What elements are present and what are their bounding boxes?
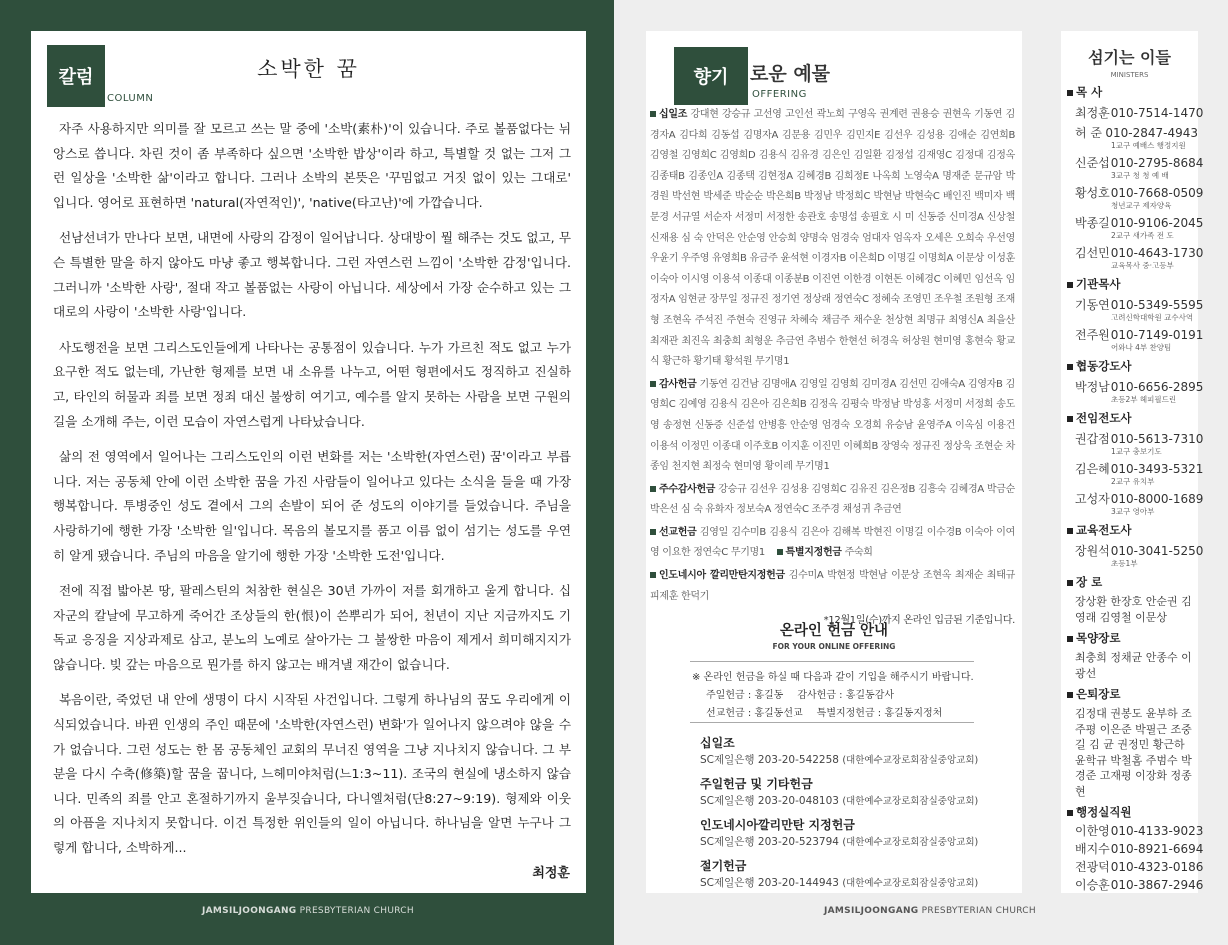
column-author: 최정훈 bbox=[532, 866, 570, 881]
column-page bbox=[31, 31, 586, 893]
offering-label: 주수감사헌금 bbox=[659, 483, 716, 495]
column-badge: 칼럼 bbox=[47, 45, 105, 107]
minister-note: 초등1부 bbox=[1111, 559, 1138, 568]
bullet-square-icon bbox=[1067, 364, 1073, 370]
minister-phone: 010-4643-1730 bbox=[1110, 246, 1204, 260]
minister-name: 전주원 bbox=[1075, 328, 1110, 342]
online-intro bbox=[692, 669, 1012, 723]
account-bank: SC제일은행 203-20-523794 bbox=[700, 836, 839, 848]
ministers-title: 섬기는 이들 bbox=[1088, 48, 1171, 67]
offering-names: 주숙희 bbox=[844, 547, 873, 559]
offering-label: 특별지정헌금 bbox=[785, 547, 842, 559]
account-name: 인도네시아깔리만탄 지정헌금 bbox=[700, 818, 855, 832]
account-item bbox=[700, 776, 1010, 810]
minister-note: 2교구 유치부 bbox=[1111, 477, 1155, 486]
minister-group-label: 목 사 bbox=[1076, 85, 1103, 99]
bullet-square-icon bbox=[1067, 692, 1073, 698]
divider bbox=[690, 661, 974, 662]
minister-group-label: 교육전도사 bbox=[1076, 523, 1132, 537]
minister-name: 기동연 bbox=[1075, 298, 1110, 312]
minister-row bbox=[1075, 379, 1204, 395]
minister-group-title bbox=[1067, 358, 1198, 375]
account-number bbox=[700, 834, 1010, 851]
footer-church-rest: PRESBYTERIAN CHURCH bbox=[918, 906, 1036, 916]
offering-list bbox=[646, 105, 1022, 632]
account-number bbox=[700, 875, 1010, 892]
staff-row bbox=[1075, 841, 1204, 857]
staff-name: 배지수 bbox=[1075, 842, 1110, 856]
minister-group-title bbox=[1067, 276, 1198, 293]
elder-group-title bbox=[1067, 574, 1198, 591]
offering-title: 로운 예물 bbox=[750, 63, 831, 85]
footer-church-rest: PRESBYTERIAN CHURCH bbox=[296, 906, 414, 916]
online-example: 주일헌금 : 홍길동 bbox=[706, 690, 784, 701]
minister-name: 권갑점 bbox=[1075, 432, 1110, 446]
column-paragraph: 사도행전을 보면 그리스도인들에게 나타나는 공통점이 있습니다. 누가 가르친 적도 없고 누가 요구한 적도 없는데, 가난한 형제를 보면 내 소유를 나누고, 어떤 형편에서도 정직하고 진실하고, 타인의 허물과 죄를 보면 정죄 대신 불쌍히 여기고, 예수를 알지 못하는 사람을 보면 구원의 길을 소개해 주는, 이런 모습이 자연스럽게 나타났습니다. bbox=[53, 339, 571, 429]
elder-names: 최충희 정채균 안종수 이광선 bbox=[1075, 651, 1192, 680]
minister-name: 고성자 bbox=[1075, 492, 1110, 506]
account-holder: (대한예수교장로회잠실중앙교회) bbox=[842, 878, 979, 889]
elder-names: 장상환 한장호 안순권 김영래 김영철 이문상 bbox=[1075, 595, 1192, 624]
minister-phone: 010-2795-8684 bbox=[1110, 156, 1204, 170]
ministers-page bbox=[1061, 31, 1204, 893]
minister-name: 최정훈 bbox=[1075, 106, 1110, 120]
minister-group-title bbox=[1067, 410, 1198, 427]
column-paragraph: 전에 직접 밟아본 땅, 팔레스틴의 처참한 현실은 30년 가까이 저를 회개하고 울게 합니다. 십자군의 칼날에 무고하게 죽어간 조상들의 한(恨)이 쓴뿌리가 되어, 천년이 지난 지금까지도 기독교 응징을 지상과제로 삼고, 분노의 노예로 살아가는 그 불쌍한 마음이 제게서 희미해지지가 않습니다. 빚 갚는 마음으로 뭔가를 하지 않고는 배겨낼 재간이 없습니다. bbox=[53, 583, 571, 672]
minister-name: 장원석 bbox=[1075, 544, 1110, 558]
bullet-square-icon bbox=[1067, 810, 1073, 816]
elder-group-title bbox=[1067, 630, 1198, 647]
staff-row bbox=[1075, 823, 1204, 839]
minister-note: 1교구 예배스 행정지원 bbox=[1111, 141, 1186, 150]
offering-section bbox=[650, 375, 1015, 478]
bullet-square-icon bbox=[650, 529, 656, 535]
offering-section bbox=[650, 566, 1015, 607]
column-title: 소박한 꿈 bbox=[257, 57, 360, 81]
minister-note: 2교구 새가족 전 도 bbox=[1111, 231, 1174, 240]
minister-row bbox=[1075, 215, 1204, 231]
minister-phone: 010-5613-7310 bbox=[1110, 432, 1204, 446]
minister-phone: 010-5349-5595 bbox=[1110, 298, 1204, 312]
offering-label: 십일조 bbox=[659, 109, 688, 120]
minister-group-label: 기관목사 bbox=[1076, 277, 1121, 291]
staff-row bbox=[1075, 859, 1204, 875]
minister-phone: 010-7668-0509 bbox=[1110, 186, 1204, 200]
ministers-list bbox=[1061, 79, 1204, 893]
offering-names: 강대현 강승규 고선영 고인선 곽노희 구영옥 권계련 권용승 권현옥 기동연 김경자A 김다희 김동섭 김명자A 김문용 김민우 김민지E 김선우 김성용 김애순 김연희B 김영철 김영희C 김영희D 김용식 김유경 김은인 김일환 김정섭 김재영C 김정대 김정옥 김종태B 김종인A 김종택 김현정A 김혜경B 김희정E 나옥희 노영숙A 명재준 문규암 박경원 박선현 박세준 박순순 박은희B 박정남 박정희C 박현남 박현숙C 배인진 백미자 백문경 서규열 서순자 서정미 서정한 송관호 송명섭 송필호 시 미 신동증 신미경A 신상철 신재용 심 숙 안덕은 안순영 안승희 양명숙 엄경숙 엄대자 엄옥자 오세은 오희숙 우선영 우윤기 우주영 유영희B 유금주 윤석현 이경자B 이은희D 이명길 이명희A 이문상 이성훈 이숙아 이시영 이용석 이종대 이종분B 이진연 이한경 이현돈 이혜경C 이혜민 임선옥 임정자A 임현균 장무일 정규진 정기연 정상래 정연숙C 정혜숙 조영민 조우철 조원형 조재형 조현옥 주석진 주현숙 진영규 차혜숙 채금주 채수운 천상현 최명규 최영신A 최을산 최재관 최진옥 최충희 최형운 추금연 추범수 한현선 허경옥 허상원 현미영 홍현숙 황교식 황근하 황기태 황석원 무기명1 bbox=[650, 109, 1015, 368]
account-list bbox=[700, 735, 1010, 899]
minister-group-label: 협동강도사 bbox=[1076, 359, 1132, 373]
staff-phone: 010-4133-9023 bbox=[1110, 824, 1204, 838]
offering-names: 김수미A 박현정 박현남 이문상 조현옥 최재순 최태규 피제훈 한덕기 bbox=[650, 570, 1016, 602]
minister-row bbox=[1075, 543, 1204, 559]
minister-phone: 010-3493-5321 bbox=[1110, 462, 1204, 476]
footer-church-name bbox=[202, 906, 414, 916]
elder-names: 김정대 권봉도 윤부하 조주평 이은준 박필근 조중길 김 균 권정민 황근하 윤학규 박철홈 주범수 박경준 고재평 이장화 정종현 bbox=[1075, 707, 1192, 798]
account-item bbox=[700, 735, 1010, 769]
minister-phone: 010-8000-1689 bbox=[1110, 492, 1204, 506]
offering-label: 선교헌금 bbox=[659, 526, 697, 538]
bullet-square-icon bbox=[650, 111, 656, 117]
ministers-sub: MINISTERS bbox=[1110, 71, 1149, 79]
footer-church-bold: JAMSILJOONGANG bbox=[824, 906, 919, 916]
minister-note: 청년교구 제자양육 bbox=[1111, 201, 1172, 210]
staff-phone: 010-3867-2946 bbox=[1110, 878, 1204, 892]
minister-name: 박정남 bbox=[1075, 380, 1110, 394]
elder-group-label: 목양장로 bbox=[1076, 631, 1121, 645]
online-example-row bbox=[692, 687, 1012, 705]
account-holder: (대한예수교장로회잠실중앙교회) bbox=[842, 755, 979, 766]
minister-name: 김은혜 bbox=[1075, 462, 1110, 476]
account-bank: SC제일은행 203-20-048103 bbox=[700, 795, 839, 807]
minister-note: 3교구 영아부 bbox=[1111, 507, 1155, 516]
online-example: 선교헌금 : 홍길동선교 bbox=[706, 708, 803, 719]
account-name: 십일조 bbox=[700, 736, 735, 750]
column-body bbox=[53, 117, 571, 861]
column-badge-sub: COLUMN bbox=[107, 93, 154, 104]
bullet-square-icon bbox=[650, 381, 656, 387]
bullet-square-icon bbox=[650, 486, 656, 492]
minister-row bbox=[1075, 491, 1204, 507]
minister-row bbox=[1075, 297, 1204, 313]
minister-name: 신준섭 bbox=[1075, 156, 1110, 170]
right-panel bbox=[614, 0, 1228, 945]
staff-row bbox=[1075, 877, 1204, 893]
offering-label: 인도네시아 깔리만탄지정헌금 bbox=[659, 570, 785, 582]
minister-group-label: 전임전도사 bbox=[1076, 411, 1132, 425]
offering-names: 김영일 김수미B 김용식 김은아 김해복 박현진 이명길 이수경B 이숙아 이여영 이요한 정연숙C 무기명1 bbox=[650, 526, 1015, 559]
minister-note: 어와나 4부 찬양팀 bbox=[1111, 343, 1172, 352]
column-paragraph: 자주 사용하지만 의미를 잘 모르고 쓰는 말 중에 '소박(素朴)'이 있습니다. 주로 볼품없다는 뉘앙스로 씁니다. 차린 것이 좀 부족하다 싶으면 '소박한 밥상'이라 하고, 특별할 것 없는 그저 그런 일상을 '소박한 삶'이라고 합니다. 그러나 소박의 본뜻은 '꾸밈없고 거짓 없이 있는 그대로' 입니다. 영어로 표현하면 'natural(자연적인)', 'native(타고난)'에 가깝습니다. bbox=[53, 121, 571, 210]
offering-badge-sub: OFFERING bbox=[752, 89, 807, 100]
offering-label: 감사헌금 bbox=[659, 378, 697, 390]
footer-church-name bbox=[824, 906, 1036, 916]
offering-section bbox=[650, 105, 1015, 373]
minister-row bbox=[1075, 155, 1204, 171]
account-bank: SC제일은행 203-20-144943 bbox=[700, 877, 839, 889]
minister-row bbox=[1075, 461, 1204, 477]
account-number bbox=[700, 752, 1010, 769]
minister-name: 허 준 bbox=[1075, 126, 1102, 140]
staff-name: 이한영 bbox=[1075, 824, 1110, 838]
offering-badge: 향기 bbox=[674, 47, 748, 105]
account-holder: (대한예수교장로회잠실중앙교회) bbox=[842, 796, 979, 807]
bullet-square-icon bbox=[1067, 416, 1073, 422]
minister-row bbox=[1075, 125, 1198, 141]
elder-group-title bbox=[1067, 686, 1198, 703]
online-offering-sub: FOR YOUR ONLINE OFFERING bbox=[772, 642, 896, 651]
bullet-square-icon bbox=[777, 549, 783, 555]
minister-note: 고려신학대학원 교수사역 bbox=[1111, 313, 1194, 322]
minister-group-title bbox=[1067, 84, 1198, 101]
minister-note: 교육목사 중·고등부 bbox=[1111, 261, 1174, 270]
staff-group-title bbox=[1067, 804, 1198, 821]
offering-names: 강승규 김선우 김성용 김영희C 김유진 김은정B 김흥숙 김혜경A 박금순 박은선 심 숙 유화자 정보숙A 정연숙C 조주경 채성귀 추금연 bbox=[650, 483, 1015, 516]
minister-note: 3교구 청 청 예 배 bbox=[1111, 171, 1169, 180]
minister-phone: 010-6656-2895 bbox=[1110, 380, 1204, 394]
minister-phone: 010-9106-2045 bbox=[1110, 216, 1204, 230]
online-example: 특별지정헌금 : 홍길동지정처 bbox=[816, 708, 943, 719]
staff-phone: 010-8921-6694 bbox=[1110, 842, 1204, 856]
minister-name: 황성호 bbox=[1075, 186, 1110, 200]
staff-group-label: 행정실직원 bbox=[1076, 805, 1132, 819]
online-offering-title: 온라인 헌금 안내 bbox=[779, 623, 889, 639]
staff-phone: 010-4323-0186 bbox=[1110, 860, 1204, 874]
account-item bbox=[700, 817, 1010, 851]
minister-row bbox=[1075, 245, 1204, 261]
account-number bbox=[700, 793, 1010, 810]
minister-row bbox=[1075, 327, 1204, 343]
column-paragraph: 복음이란, 죽었던 내 안에 생명이 다시 시작된 사건입니다. 그렇게 하나님의 꿈도 우리에게 이식되었습니다. 바뀐 인생의 주인 때문에 '소박한(자연스런) 변화'가 일어나지 않으려야 않을 수가 없습니다. 그런 성도는 한 몸 공동체인 교회의 무너진 영역을 그냥 지나치지 않습니다. 그 부분을 다시 수축(修築)할 꿈을 꿉니다, 느헤미야처럼(느1:3~11). 조국의 현실에 냉소하지 않습니다. 민족의 죄를 안고 혼절하기까지 울부짖습니다, 다니엘처럼(단8:27~9:19). 형제와 이웃의 아픔을 지나치지 못합니다. 이건 특정한 위인들의 일이 아닙니다. 하나님을 알면 누구나 그렇게 합니다, 소박하게... bbox=[53, 692, 571, 856]
minister-name: 박종길 bbox=[1075, 216, 1110, 230]
offering-page bbox=[646, 31, 1022, 893]
minister-row bbox=[1075, 431, 1204, 447]
footer-church-bold: JAMSILJOONGANG bbox=[202, 906, 297, 916]
bullet-square-icon bbox=[1067, 90, 1073, 96]
account-holder: (대한예수교장로회잠실중앙교회) bbox=[842, 837, 979, 848]
column-paragraph: 삶의 전 영역에서 일어나는 그리스도인의 이런 변화를 저는 '소박한(자연스런) 꿈'이라고 부릅니다. 저는 공동체 안에 이런 소박한 꿈을 가진 사람들이 일어나고 있다는 소식을 들을 때 가장 행복합니다. 투병중인 성도 곁에서 그의 손발이 되어 준 성도의 이야기를 들었습니다. 주님을 사랑하기에 행한 가장 '소박한 일'입니다. 목음의 볼모지를 품고 이름 없이 섬기는 성도를 우연히 알게 됐습니다. 주님의 마음을 알기에 행한 가장 '소박한 도전'입니다. bbox=[53, 449, 571, 563]
online-example: 감사헌금 : 홍길동감사 bbox=[797, 690, 895, 701]
minister-name: 김선민 bbox=[1075, 246, 1110, 260]
account-name: 절기헌금 bbox=[700, 859, 747, 873]
minister-phone: 010-7514-1470 bbox=[1110, 106, 1204, 120]
staff-name: 이승훈 bbox=[1075, 878, 1110, 892]
column-paragraph: 선남선녀가 만나다 보면, 내면에 사랑의 감정이 일어납니다. 상대방이 뭘 해주는 것도 없고, 무슨 특별한 말을 하지 않아도 마냥 좋고 행복합니다. 그런 자연스런 느낌이 '소박한 감정'입니다. 그러니까 '소박한 사랑', 절대 작고 볼품없는 사랑이 아닙니다. 세상에서 가장 순수하고 있는 그대로의 사랑이 '소박한 사랑'입니다. bbox=[53, 230, 571, 320]
bullet-square-icon bbox=[1067, 528, 1073, 534]
offering-note: *12월1일(수)까지 온라인 입금된 기준입니다. bbox=[823, 615, 1015, 627]
bullet-square-icon bbox=[650, 572, 656, 578]
minister-phone: 010-3041-5250 bbox=[1110, 544, 1204, 558]
online-intro-text: ※ 온라인 헌금을 하실 때 다음과 같이 기입을 해주시기 바랍니다. bbox=[692, 672, 974, 683]
account-bank: SC제일은행 203-20-542258 bbox=[700, 754, 839, 766]
bullet-square-icon bbox=[1067, 636, 1073, 642]
bullet-square-icon bbox=[1067, 282, 1073, 288]
minister-note: 1교구 충보기도 bbox=[1111, 447, 1162, 456]
bullet-square-icon bbox=[1067, 580, 1073, 586]
divider bbox=[690, 722, 974, 723]
account-name: 주일헌금 및 기타헌금 bbox=[700, 777, 813, 791]
online-example-row bbox=[692, 705, 1012, 723]
account-item bbox=[700, 858, 1010, 892]
offering-section bbox=[650, 523, 1015, 564]
minister-note: 초등2부 헤피필드린 bbox=[1111, 395, 1177, 404]
minister-row bbox=[1075, 185, 1204, 201]
elder-group-label: 장 로 bbox=[1076, 575, 1103, 589]
elder-group-label: 은퇴장로 bbox=[1076, 687, 1121, 701]
minister-group-title bbox=[1067, 522, 1198, 539]
minister-row bbox=[1075, 105, 1204, 121]
offering-names: 기동연 김건남 김명애A 김영일 김영희 김미경A 김선민 김애숙A 김영자B 김영희C 김예영 김용식 김은아 김은희B 김정옥 김평숙 박정남 박성홍 서정미 서정희 송도영 송정현 신동증 신준섭 안병흥 안순영 엄경숙 오경희 유승남 윤영주A 이옥심 이용건 이용석 이정민 이종대 이주호B 이지훈 이진민 이혜희B 장영숙 정규진 정상욱 조현순 차종임 천지현 최정숙 현미영 황이레 무기명1 bbox=[650, 378, 1015, 473]
minister-phone: 010-2847-4943 bbox=[1105, 126, 1198, 140]
staff-name: 전광덕 bbox=[1075, 860, 1110, 874]
minister-phone: 010-7149-0191 bbox=[1110, 328, 1204, 342]
offering-section bbox=[650, 480, 1015, 521]
